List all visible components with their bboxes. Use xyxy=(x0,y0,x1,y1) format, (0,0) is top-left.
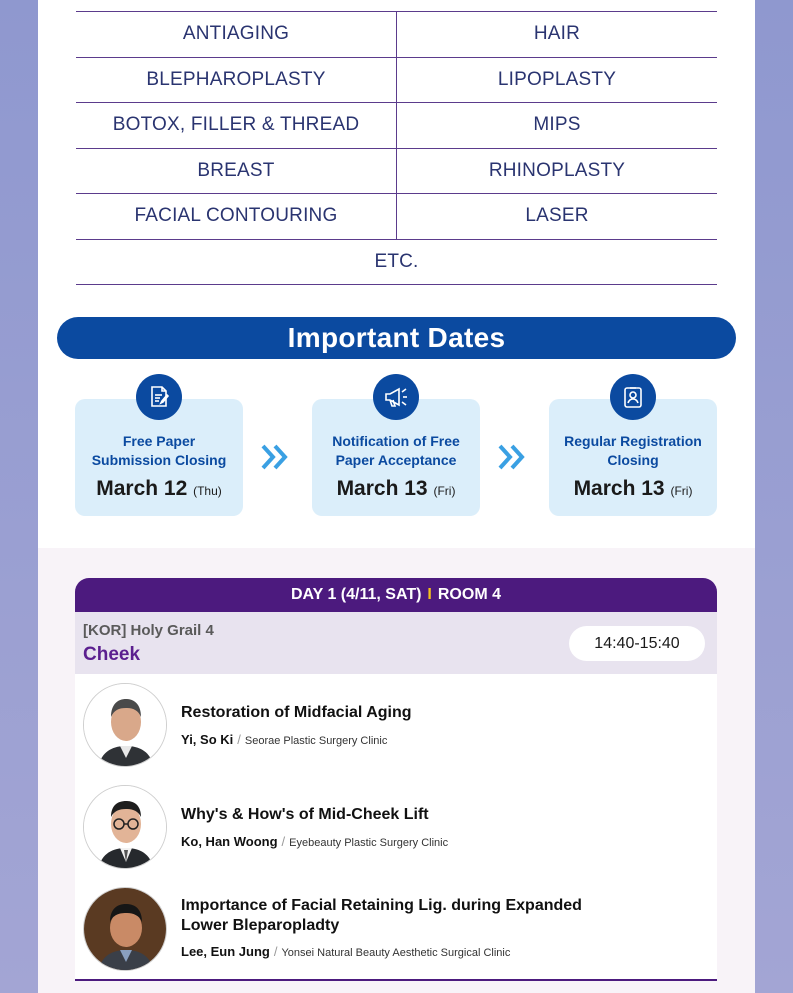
talk-item xyxy=(75,776,717,878)
date-label-line: Paper Acceptance xyxy=(335,452,457,468)
topic-row xyxy=(76,240,717,286)
topic-row xyxy=(76,12,717,58)
session-header xyxy=(75,578,717,612)
date-card-notification xyxy=(312,399,480,516)
talk-speaker: Lee, Eun Jung / Yonsei Natural Beauty Aesthetic Surgical Clinic xyxy=(181,944,511,959)
topic-row xyxy=(76,103,717,149)
chevron-double-right-icon xyxy=(497,442,531,472)
topic-cell: MIPS xyxy=(533,114,581,136)
topic-table xyxy=(76,11,717,285)
speaker-affiliation: Yonsei Natural Beauty Aesthetic Surgical Clinic xyxy=(281,947,511,959)
date-day: (Thu) xyxy=(193,484,222,498)
chevron-double-right-icon xyxy=(260,442,294,472)
megaphone-icon xyxy=(373,374,419,420)
topic-row xyxy=(76,149,717,195)
date-value xyxy=(549,477,717,501)
date-label xyxy=(312,432,480,470)
date-value xyxy=(75,477,243,501)
speaker-avatar xyxy=(83,785,167,869)
talk-speaker: Yi, So Ki / Seorae Plastic Surgery Clinic xyxy=(181,732,388,747)
session-subheader xyxy=(75,612,717,674)
speaker-name: Ko, Han Woong xyxy=(181,834,278,849)
topic-cell: ANTIAGING xyxy=(76,12,397,57)
topic-row xyxy=(76,194,717,240)
topic-cell: LASER xyxy=(525,205,589,227)
speaker-avatar xyxy=(83,887,167,971)
session-series: [KOR] Holy Grail 4 xyxy=(83,622,214,639)
topic-cell: HAIR xyxy=(533,23,581,45)
session-time-badge: 14:40-15:40 xyxy=(569,626,705,661)
date-text: March 13 xyxy=(573,477,665,500)
date-text: March 13 xyxy=(336,477,428,500)
topic-cell: BOTOX, FILLER & THREAD xyxy=(76,103,397,148)
talk-title: Why's & How's of Mid-Cheek Lift xyxy=(181,806,429,823)
talk-list xyxy=(75,674,717,981)
topic-cell: LIPOPLASTY xyxy=(497,68,617,90)
important-dates-banner: Important Dates xyxy=(57,317,736,359)
topic-row xyxy=(76,58,717,104)
session-title: Cheek xyxy=(83,644,141,665)
date-label xyxy=(75,432,243,470)
date-label xyxy=(549,432,717,470)
talk-title: Importance of Facial Retaining Lig. during Expanded Lower Bleparopladty xyxy=(181,897,582,934)
topic-cell: BREAST xyxy=(76,149,397,194)
speaker-affiliation: Seorae Plastic Surgery Clinic xyxy=(244,735,388,747)
document-edit-icon xyxy=(136,374,182,420)
session-separator: I xyxy=(427,586,432,603)
speaker-avatar xyxy=(83,683,167,767)
session-room: ROOM 4 xyxy=(437,586,501,603)
speaker-affiliation: Eyebeauty Plastic Surgery Clinic xyxy=(289,837,449,849)
date-card-registration xyxy=(549,399,717,516)
page-content xyxy=(38,0,755,993)
date-label-line: Notification of Free xyxy=(332,433,460,449)
session-day: DAY 1 (4/11, SAT) xyxy=(290,586,422,603)
talk-item xyxy=(75,878,717,980)
date-label-line: Submission Closing xyxy=(91,452,227,468)
talk-item xyxy=(75,674,717,776)
topic-cell: RHINOPLASTY xyxy=(488,159,626,181)
talk-title: Restoration of Midfacial Aging xyxy=(181,704,412,721)
date-day: (Fri) xyxy=(433,484,456,498)
date-label-line: Regular Registration xyxy=(564,433,702,449)
id-badge-icon xyxy=(610,374,656,420)
speaker-name: Lee, Eun Jung xyxy=(181,944,270,959)
date-day: (Fri) xyxy=(670,484,693,498)
talk-speaker: Ko, Han Woong / Eyebeauty Plastic Surgery Clinic xyxy=(181,834,449,849)
date-label-line: Closing xyxy=(607,452,659,468)
date-text: March 12 xyxy=(96,477,188,500)
date-card-paper-submission xyxy=(75,399,243,516)
date-value xyxy=(312,477,480,501)
topic-cell-etc: ETC. xyxy=(374,250,419,272)
topic-cell: FACIAL CONTOURING xyxy=(76,194,397,239)
speaker-name: Yi, So Ki xyxy=(181,732,234,747)
topic-cell: BLEPHAROPLASTY xyxy=(76,58,397,103)
date-label-line: Free Paper xyxy=(122,433,196,449)
